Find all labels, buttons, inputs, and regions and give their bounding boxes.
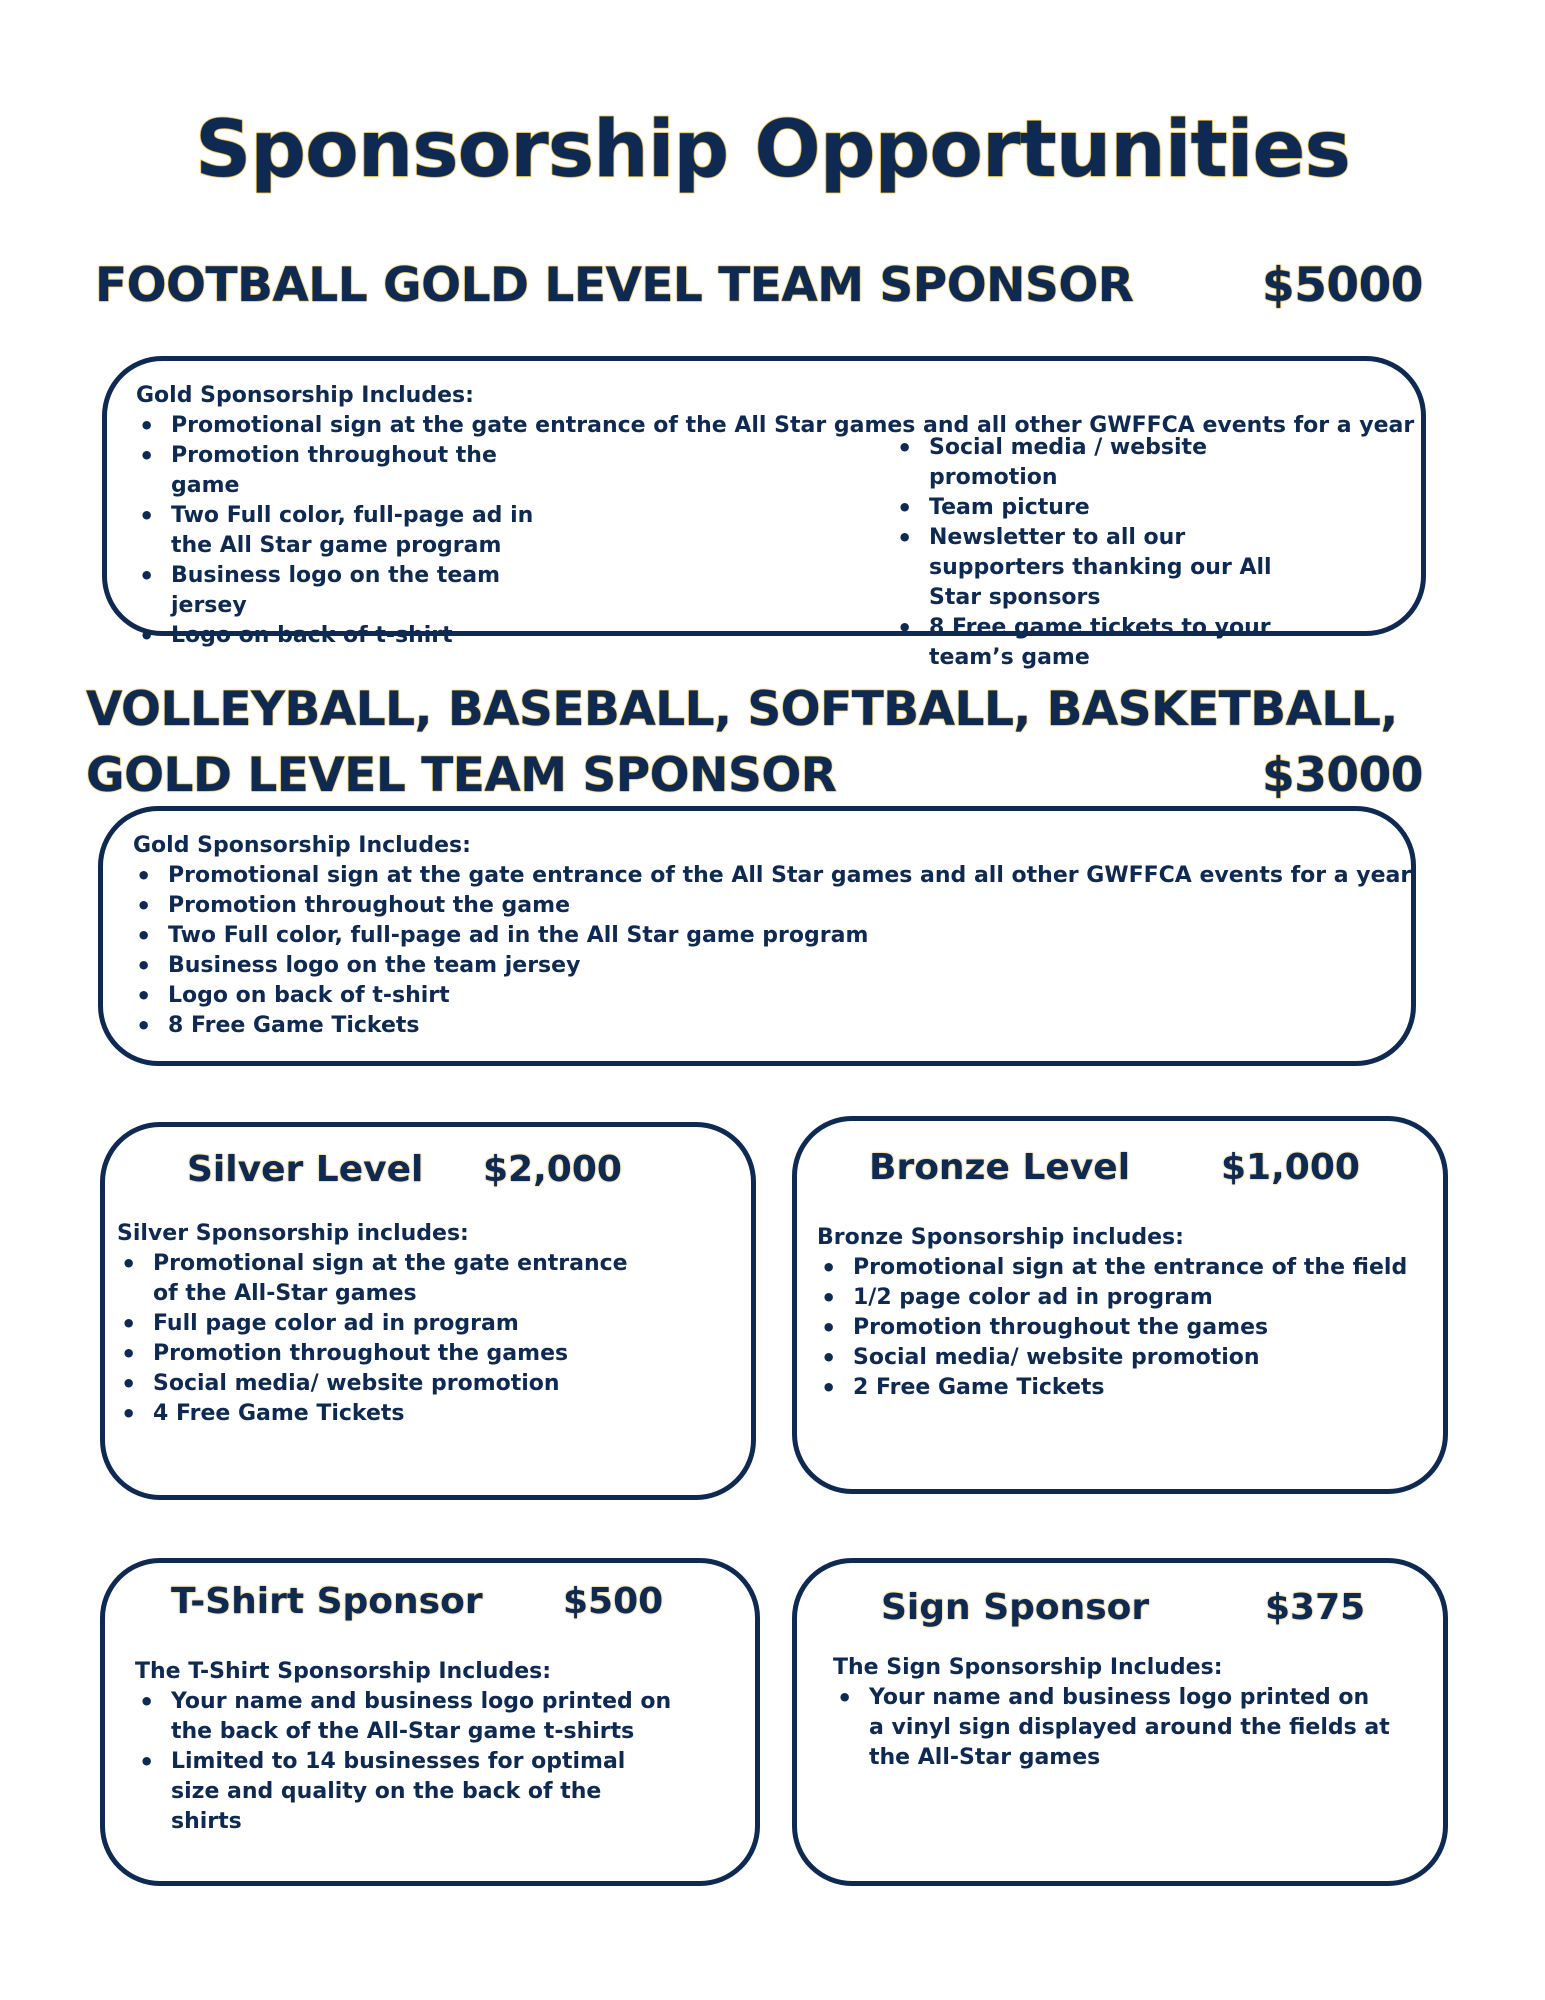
list-item: • Two Full color, full-page ad in the All Star game program — [130, 921, 1400, 951]
list-item: • Promotional sign at the entrance of the field — [815, 1253, 1415, 1283]
multi-sport-box — [98, 806, 1416, 1066]
sign-name: Sign Sponsor — [881, 1587, 1150, 1628]
silver-name: Silver Level — [187, 1149, 424, 1190]
list-item: • 4 Free Game Tickets — [115, 1399, 635, 1429]
list-item: • Business logo on the team jersey — [133, 561, 553, 621]
list-item: • 8 Free Game Tickets — [130, 1011, 1400, 1041]
list-item: • Business logo on the team jersey — [130, 951, 1400, 981]
list-item: • Full page color ad in program — [115, 1309, 635, 1339]
list-item: • Promotional sign at the gate entrance of the All Star games and all other GWFFCA events for a year — [130, 861, 1400, 891]
list-item: • Promotion throughout the game — [133, 441, 553, 501]
list-item: • Promotion throughout the games — [815, 1313, 1415, 1343]
list-item: • Promotion throughout the game — [130, 891, 1400, 921]
multi-sport-price: $3000 — [1262, 748, 1424, 803]
list-item: • Team picture — [891, 493, 1321, 523]
multi-sport-heading-line2: GOLD LEVEL TEAM SPONSOR — [86, 748, 837, 803]
list-item: • Social media/ website promotion — [815, 1343, 1415, 1373]
list-item: • Newsletter to all our supporters thanking our All Star sponsors — [891, 523, 1321, 613]
list-item: • Two Full color, full-page ad in the All Star game program — [133, 501, 553, 561]
bronze-name: Bronze Level — [869, 1147, 1131, 1188]
silver-intro: Silver Sponsorship includes: — [117, 1221, 469, 1246]
sign-box — [792, 1558, 1448, 1886]
tshirt-price: $500 — [563, 1581, 664, 1622]
silver-price: $2,000 — [483, 1149, 622, 1190]
multi-sport-intro: Gold Sponsorship Includes: — [133, 833, 471, 858]
football-price: $5000 — [1262, 258, 1424, 313]
tshirt-list — [133, 1687, 673, 1837]
bronze-intro: Bronze Sponsorship includes: — [817, 1225, 1184, 1250]
silver-list — [115, 1249, 635, 1429]
multi-sport-heading-line1: VOLLEYBALL, BASEBALL, SOFTBALL, BASKETBALL, — [86, 682, 1398, 737]
bronze-list — [815, 1253, 1415, 1403]
list-item: • 1/2 page color ad in program — [815, 1283, 1415, 1313]
list-item: • Logo on back of t-shirt — [133, 621, 553, 651]
football-right-list — [891, 433, 1321, 673]
bronze-price: $1,000 — [1221, 1147, 1360, 1188]
sign-price: $375 — [1265, 1587, 1366, 1628]
list-item: • Promotional sign at the gate entrance of the All Star games and all other GWFFCA events for a year — [133, 411, 1413, 441]
list-item: • Your name and business logo printed on a vinyl sign displayed around the fields at the All-Star games — [831, 1683, 1391, 1773]
list-item: • Promotional sign at the gate entrance of the All-Star games — [115, 1249, 635, 1309]
multi-sport-list — [130, 861, 1412, 1041]
list-item: • Promotion throughout the games — [115, 1339, 635, 1369]
tshirt-name: T-Shirt Sponsor — [171, 1581, 483, 1622]
list-item: • Logo on back of t-shirt — [130, 981, 1400, 1011]
list-item: • 2 Free Game Tickets — [815, 1373, 1415, 1403]
list-item: • Your name and business logo printed on the back of the All-Star game t-shirts — [133, 1687, 673, 1747]
bronze-box — [792, 1116, 1448, 1494]
football-left-list — [133, 441, 553, 651]
football-box — [102, 356, 1426, 670]
silver-box — [100, 1122, 756, 1500]
list-item: • Social media/ website promotion — [115, 1369, 635, 1399]
list-item: • Limited to 14 businesses for optimal size and quality on the back of the shirts — [133, 1747, 673, 1837]
page-title: Sponsorship Opportunities — [195, 105, 1350, 195]
list-item: • 8 Free game tickets to your team’s game — [891, 613, 1321, 673]
tshirt-box — [100, 1558, 760, 1886]
sign-intro: The Sign Sponsorship Includes: — [833, 1655, 1223, 1680]
football-intro: Gold Sponsorship Includes: — [136, 383, 474, 408]
list-item: • Social media / website promotion — [891, 433, 1321, 493]
football-heading: FOOTBALL GOLD LEVEL TEAM SPONSOR — [95, 258, 1134, 313]
tshirt-intro: The T-Shirt Sponsorship Includes: — [135, 1659, 552, 1684]
sign-list — [831, 1683, 1391, 1773]
